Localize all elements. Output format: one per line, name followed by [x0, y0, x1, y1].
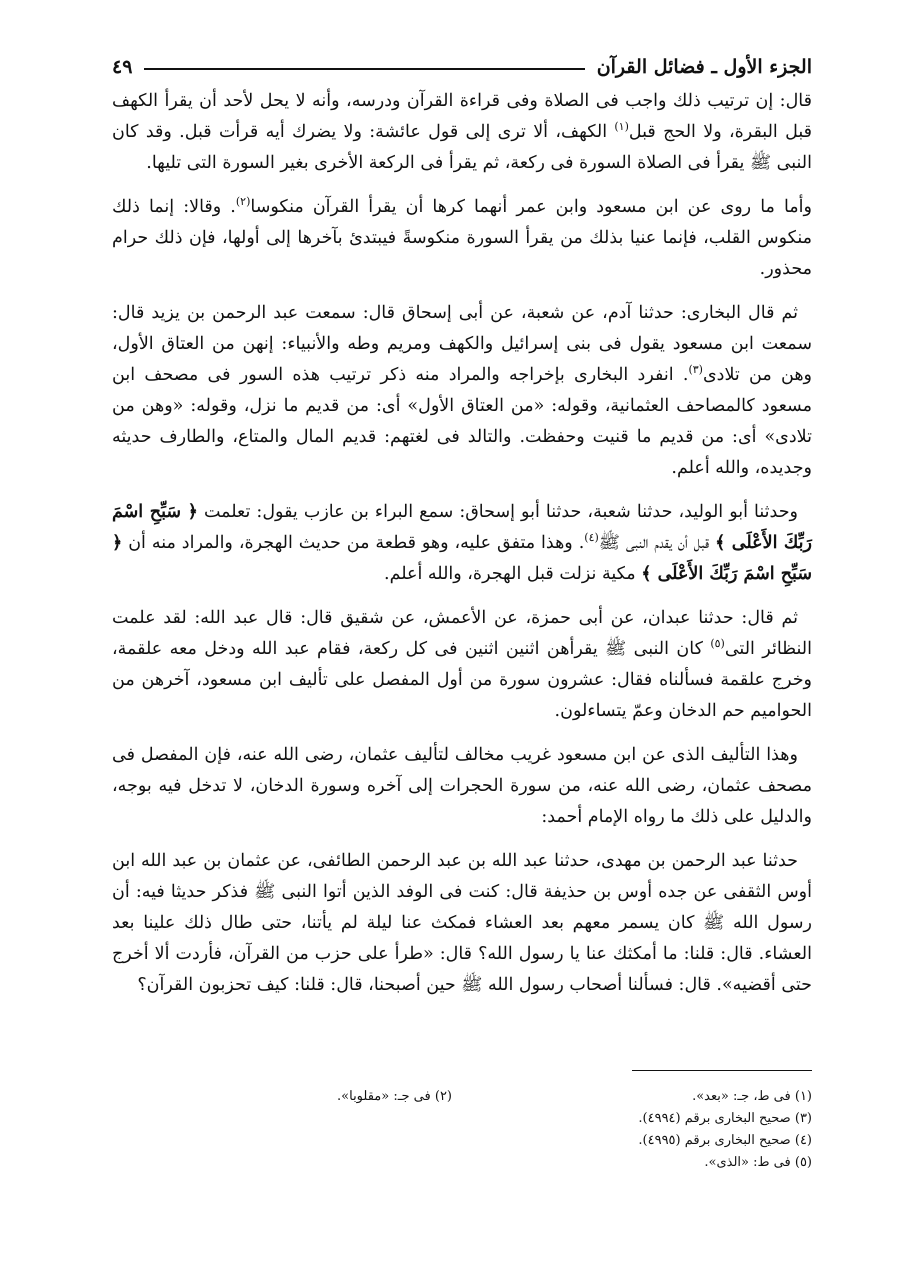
footnote-3: (٣) صحيح البخارى برقم (٤٩٩٤). [638, 1111, 812, 1126]
text-run: . وهذا متفق عليه، وهو قطعة من حديث الهجرة، والمراد منه أن [122, 533, 585, 553]
text-run: وأما ما روى عن ابن مسعود وابن عمر أنهما كرها أن يقرأ القرآن منكوسا [250, 197, 812, 217]
paragraph-p4 [112, 497, 812, 590]
paragraph-p7 [112, 846, 812, 1001]
text-run: الكهف، ألا ترى إلى قول عائشة: ولا يضرك أيه قرأت قبل. وقد كان النبى ﷺ يقرأ فى الصلاة السورة فى ركعة، ثم يقرأ فى الركعة الأخرى بغير السورة التى تليها. [112, 122, 812, 173]
page-number: ٤٩ [112, 56, 133, 78]
text-run: وحدثنا أبو الوليد، حدثنا شعبة، حدثنا أبو إسحاق: سمع البراء بن عازب يقول: تعلمت [197, 502, 798, 522]
footnote-1: (١) فى ط، جـ: «بعد». [692, 1089, 812, 1104]
footnote-reference: (٣) [688, 363, 703, 377]
paragraph-p2 [112, 192, 812, 285]
quran-verse: ﴿ سَبِّحِ اسْمَ رَبِّكَ الأَعْلَى ﴾ [112, 502, 812, 553]
paragraph-p1 [112, 86, 812, 179]
main-text [112, 86, 812, 1001]
footnote-reference: (٢) [235, 195, 251, 209]
book-page [112, 52, 812, 1252]
text-run: ثم قال البخارى: حدثنا آدم، عن شعبة، عن أبى إسحاق قال: سمعت عبد الرحمن بن يزيد قال: سمعت ابن مسعود يقول فى بنى إسرائيل والكهف ومريم وطه والأنبياء: إنهن من العتاق الأول، وهن من تلادى [112, 303, 812, 385]
text-run: قبل أن يقدم النبى ﷺ [598, 533, 716, 553]
header-rule [144, 68, 584, 70]
paragraph-p6 [112, 740, 812, 833]
page-header [112, 52, 812, 82]
footnote-5: (٥) فى ط: «الذى». [704, 1155, 812, 1170]
text-run: وهذا التأليف الذى عن ابن مسعود غريب مخالف لتأليف عثمان، رضى الله عنه، فإن المفصل فى مصحف عثمان، رضى الله عنه، من سورة الحجرات إلى آخره وسورة الدخان، لا تدخل فيه بوجه، والدليل على ذلك ما رواه الإمام أحمد: [112, 745, 812, 827]
paragraph-p5 [112, 603, 812, 727]
text-run: . وقالا: إنما ذلك منكوس القلب، فإنما عنيا بذلك من يقرأ السورة منكوسةً فيبتدئ بآخرها إلى أولها، فإن ذلك حرام محذور. [112, 197, 812, 279]
footnote-4: (٤) صحيح البخارى برقم (٤٩٩٥). [638, 1133, 812, 1148]
footnote-reference: (٤) [584, 531, 599, 545]
text-run: قال: إن ترتيب ذلك واجب فى الصلاة وفى قراءة القرآن ودرسه، وأنه لا يحل لأحد أن يقرأ الكهف قبل البقرة، ولا الحج قبل [112, 91, 812, 142]
text-run: كان النبى ﷺ يقرأهن اثنين اثنين فى كل ركعة، فقام عبد الله ودخل معه علقمة، وخرج علقمة فسألناه فقال: عشرون سورة من أول المفصل على تأليف ابن مسعود، آخرهن من الحواميم حم الدخان وعمّ يتساءلون. [112, 639, 812, 721]
running-title: الجزء الأول ـ فضائل القرآن [596, 56, 812, 78]
text-run: ثم قال: حدثنا عبدان، عن أبى حمزة، عن الأعمش، عن شقيق قال: قال عبد الله: لقد علمت النظائر التى [112, 608, 812, 659]
footnotes [112, 1086, 812, 1174]
footnote-reference: (٥) [710, 637, 725, 651]
text-run: مكية نزلت قبل الهجرة، والله أعلم. [384, 564, 642, 584]
footnote-2: (٢) فى جـ: «مقلوبا». [337, 1089, 452, 1104]
paragraph-p3 [112, 298, 812, 484]
text-run: . انفرد البخارى بإخراجه والمراد منه ذكر ترتيب هذه السور فى مصحف ابن مسعود كالمصاحف العثمانية، وقوله: «من العتاق الأول» أى: من قديم ما نزل، وقوله: «وهن من تلادى» أى: من قديم ما قنيت وحفظت. والتالد فى لغتهم: قديم المال والمتاع، والطارف حديثه وجديده، والله أعلم. [112, 365, 812, 478]
footnote-reference: (١) [614, 120, 629, 134]
text-run: حدثنا عبد الرحمن بن مهدى، حدثنا عبد الله بن عبد الرحمن الطائفى، عن عثمان بن عبد الله ابن أوس الثقفى عن جده أوس بن حذيفة قال: كنت فى الوفد الذين أتوا النبى ﷺ فذكر حديثا فيه: أن رسول الله ﷺ كان يسمر معهم بعد العشاء فمكث عنا ليلة لم يأتنا، حتى طال ذلك علينا بعد العشاء. قال: قلنا: ما أمكثك عنا يا رسول الله؟ قال: «طرأ على حزب من القرآن، فأردت ألا أخرج حتى أقضيه». قال: فسألنا أصحاب رسول الله ﷺ حين أصبحنا، قال: قلنا: كيف تحزبون القرآن؟ [112, 851, 812, 995]
quran-verse: ﴿ سَبِّحِ اسْمَ رَبِّكَ الأَعْلَى ﴾ [112, 533, 812, 584]
footnote-separator [632, 1070, 812, 1071]
